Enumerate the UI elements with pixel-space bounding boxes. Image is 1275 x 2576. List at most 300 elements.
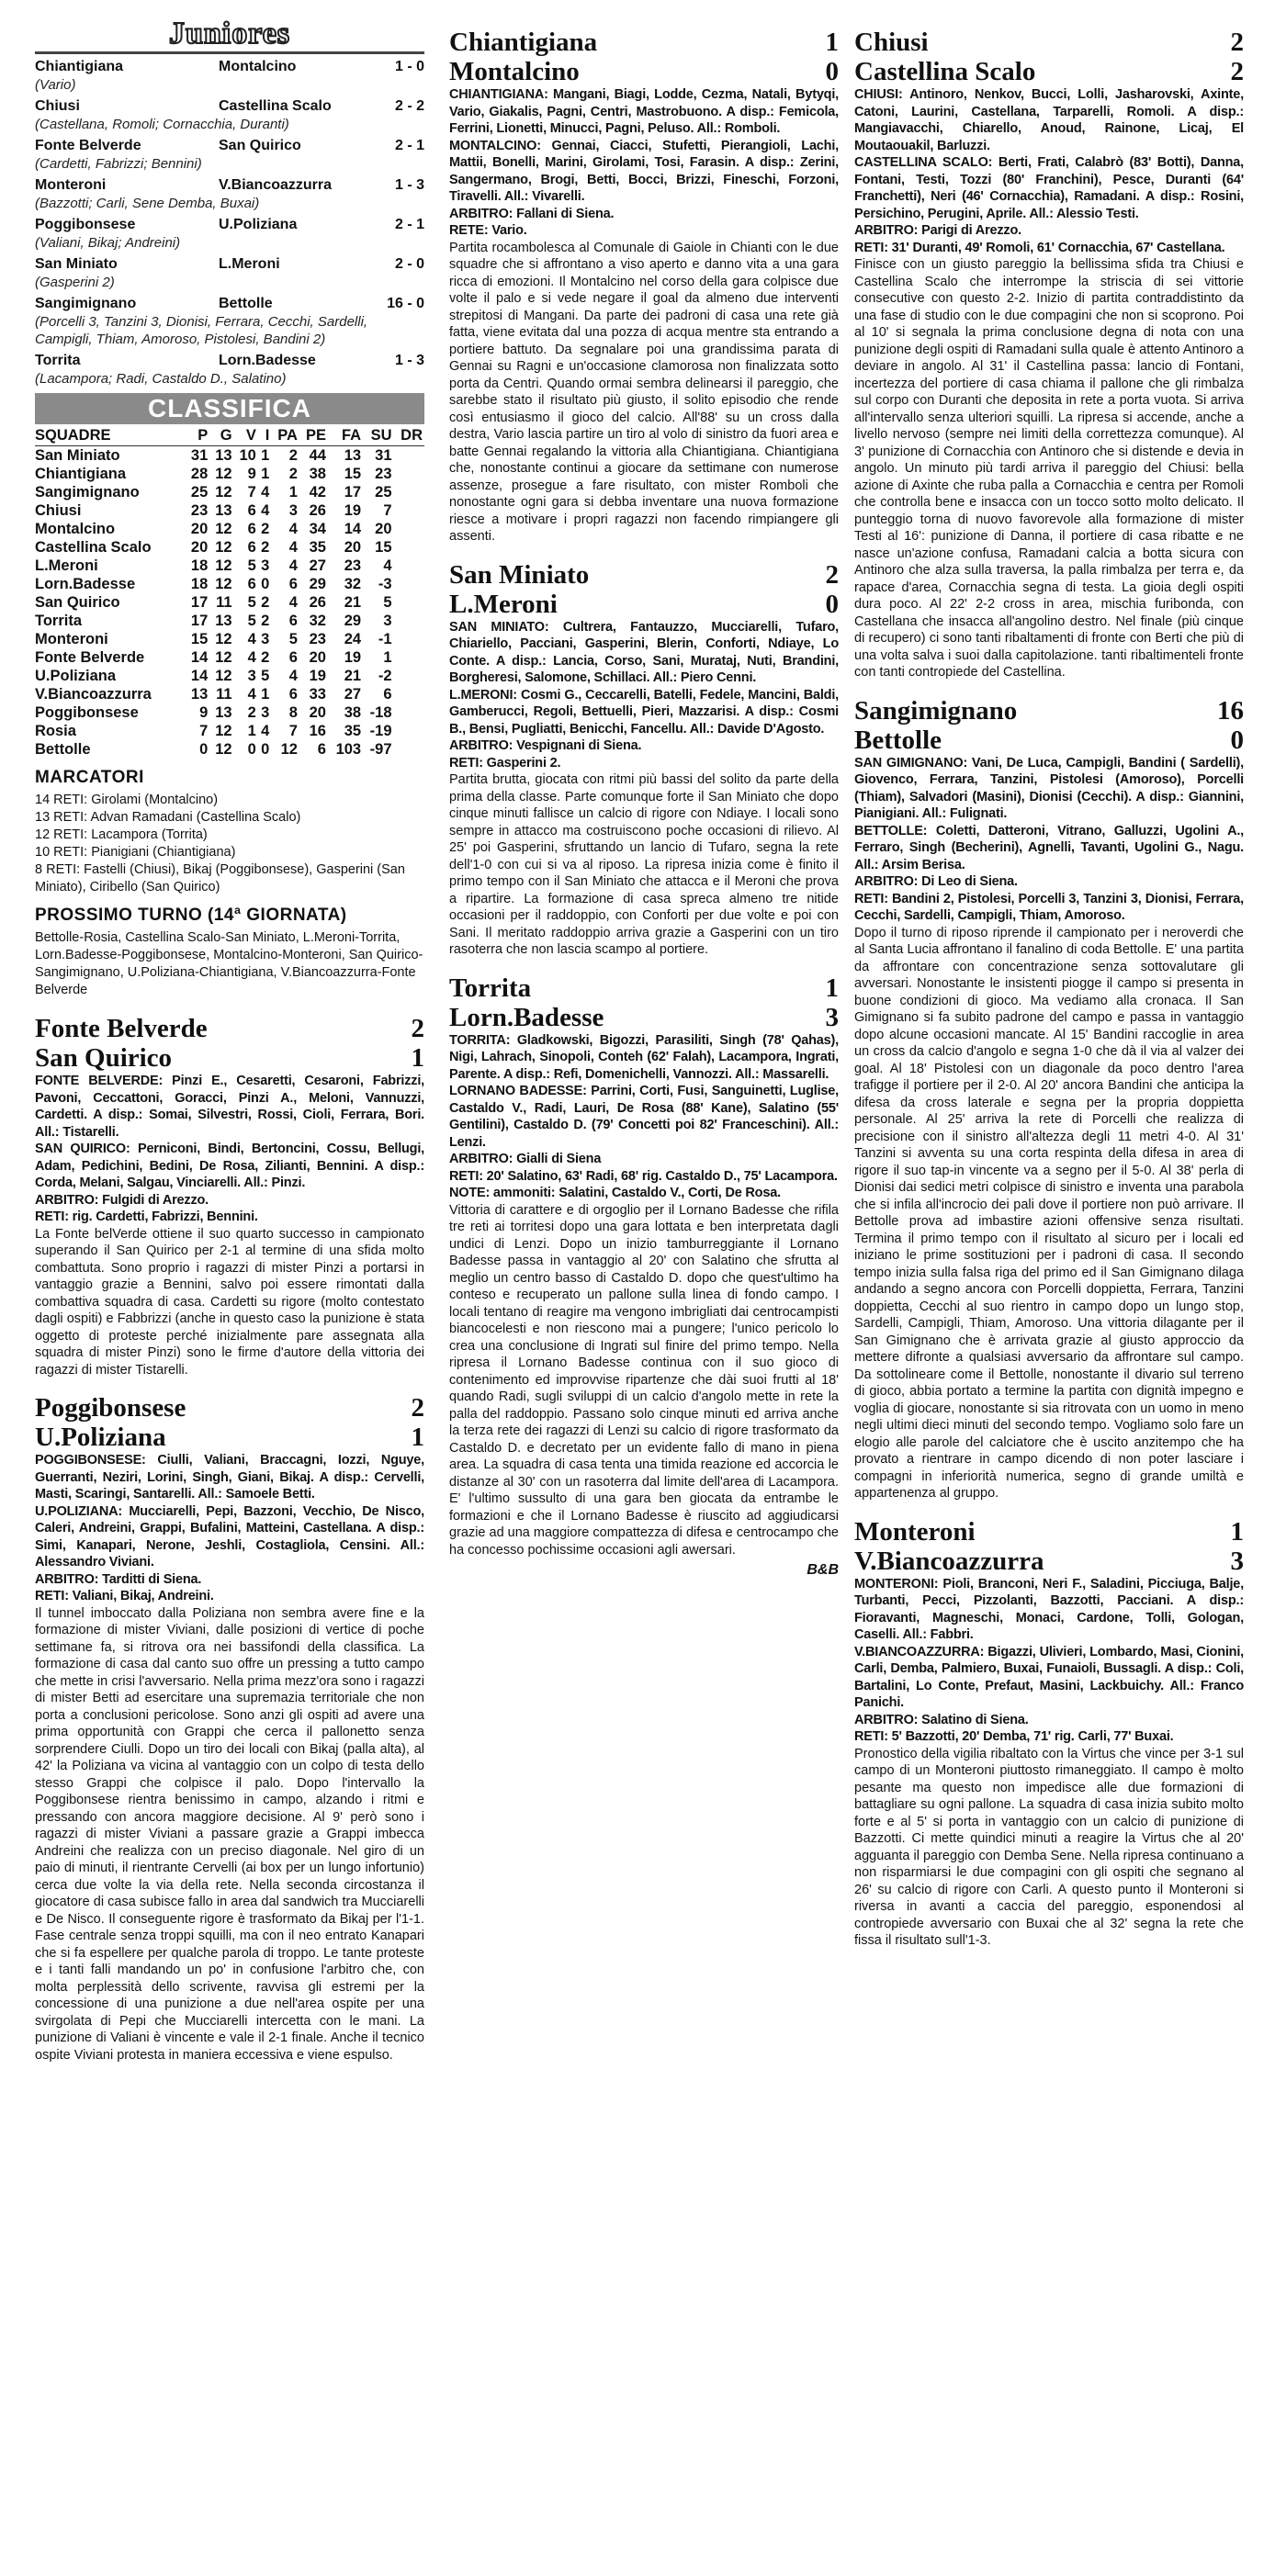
away-team: San Quirico (35, 1043, 173, 1073)
table-row (35, 465, 424, 483)
team-name: Montalcino (35, 521, 116, 537)
home-team: Torrita (449, 973, 532, 1003)
away-team: Montalcino (449, 57, 580, 86)
lineups: CHIANTIGIANA: Mangani, Biagi, Lodde, Cezma, Natali, Bytyqi, Vario, Giakalis, Pagni, Centri, Mastrobuono. A disp.: Femicola, Ferrini, Lionetti, Minucci, Pagni, Peluso. All.: Romboli. MONTALCINO: Gennai, Ciacci, Stufetti, Pierangioli, Lachi, Mattii, Bonelli, Marini, Girolami, Tosi, Farasin. A disp.: Zerini, Sangermano, Brogi, Betti, Bocci, Brizzi, Fineschi, Forzoni, Tiravelli. All.: Vivarelli. ARBITRO: Fallani di Siena. RETE: Vario. (449, 87, 839, 238)
table-cell: 3 (247, 668, 256, 684)
table-cell: 32 (344, 576, 362, 592)
scorer-line: 10 RETI: Pianigiani (Chiantigiana) (35, 845, 236, 860)
table-cell: 12 (215, 631, 232, 647)
match-home-header (35, 1393, 424, 1423)
standings-header: FA (328, 426, 363, 446)
table-cell: -2 (378, 668, 392, 684)
table-cell: 6 (383, 686, 392, 703)
result-row (35, 176, 424, 195)
table-cell: 3 (261, 631, 270, 647)
table-cell: 8 (288, 704, 298, 721)
team-name: Fonte Belverde (35, 649, 145, 666)
match-home-header (35, 1014, 424, 1043)
table-cell: 32 (309, 613, 326, 629)
table-cell: 4 (288, 668, 298, 684)
scorer-line: 13 RETI: Advan Ramadani (Castellina Scalo) (35, 810, 301, 825)
match-text: Pronostico della vigilia ribaltato con la Virtus che vince per 3-1 sul campo di un Monteroni piuttosto rimaneggiato. Il campo è molto pesante ma questo non impedisce alle due formazioni di battagliare su ogni pallone. La squadra di casa inizia subito molto forte e al 5' si porta in vantaggio con un calcio di punizione di Bazzotti. Ci mette quindici minuti a reagire la Virtus che al 20' agguanta il pareggio con Demba Sene. Nella ripresa continuano a non risparmiarsi le due compagini con gli ospiti che segnano al 26' su calcio di rigore con Carli. A questo punto il Monteroni si riversa in avanti a caccia del pareggio, esponendosi al contropiede avversario con Buxai che al 32' segna la rete che fissa il risultato sull'1-3. (854, 1746, 1245, 1948)
table-cell: 33 (309, 686, 326, 703)
table-cell: 6 (288, 686, 298, 703)
away-score: 0 (825, 57, 839, 86)
match-home-header (449, 973, 839, 1003)
table-row (35, 501, 424, 520)
table-cell: 27 (309, 557, 326, 574)
match-home-header (449, 28, 839, 57)
table-cell: 14 (190, 649, 209, 666)
table-cell: 31 (190, 447, 209, 464)
away-team: V.Biancoazzurra (219, 177, 333, 193)
result-row (35, 352, 424, 370)
table-cell: 12 (215, 576, 232, 592)
match-text: Partita rocambolesca al Comunale di Gaiole in Chianti con le due squadre che si affrontano a viso aperto e danno vita a una gara ricca di emozioni. Il Montalcino nel corso della gara colpisce due volte il palo e si vede negare il goal da almeno due interventi strepitosi di Mangani. Da parte dei padroni di casa una rete già fatta, viene evitata dal una pozza di acqua mentre sta entrando a portiere battuto. Da segnalare poi una grandissima parata di Gennai su Ragni e un'occasione clamorosa non finalizzata sotto porta da Centri. Quando ormai sembra delinearsi il pareggio, che sarebbe stato il risultato più giusto, il solito episodio che rende così entusiasmo il gioco del calcio. All'88' su un cross dalla destra, Vario lascia partire un tiro al volo di sinistro da fuori area e batte Gennai regalando la vittoria alla Chiantigiana. Chiantigiana che, nonostante continui a giocare da settimane con numerose assenze, prosegue a fare risultato, con mister Romboli che nonostante ogni gara si debba inventare una nuova formazione riesce a motivare i propri ragazzi non facendo rimpiangere gli assenti. (449, 240, 839, 544)
table-cell: 12 (215, 723, 232, 739)
home-score: 1 (1230, 1516, 1244, 1547)
scorers-list (35, 792, 424, 896)
table-row (35, 538, 424, 557)
lineups: POGGIBONSESE: Ciulli, Valiani, Braccagni, Iozzi, Nguye, Guerranti, Neziri, Lorini, Singh, Giani, Bikaj. A disp.: Cervelli, Masti, Scaringi, Santarelli. All.: Samoele Betti. U.POLIZIANA: Mucciarelli, Pepi, Bazzoni, Vecchio, De Nisco, Caleri, Andreini, Grappi, Bufalini, Matteini, Castellana. A disp.: Simi, Kanapari, Nerone, Jeshli, Costagliola, Censini. All.: Alessandro Viviani. ARBITRO: Tarditti di Siena. RETI: Valiani, Bikaj, Andreini. (35, 1453, 424, 1603)
table-cell: 11 (216, 686, 232, 703)
home-team: Sangimignano (854, 695, 1018, 726)
table-cell: 5 (261, 668, 270, 684)
table-cell: 0 (261, 741, 270, 758)
match-report (449, 973, 839, 1580)
home-team: Chiusi (854, 28, 929, 57)
table-cell: 2 (261, 649, 270, 666)
home-team: Fonte Belverde (35, 138, 141, 153)
team-name: Bettolle (35, 741, 91, 758)
match-home-header (854, 1517, 1244, 1547)
table-cell: 31 (375, 447, 392, 464)
home-team: Monteroni (854, 1516, 976, 1547)
home-team: Monteroni (35, 177, 107, 193)
table-row (35, 722, 424, 740)
team-name: Chiantigiana (35, 466, 127, 482)
table-cell: 20 (344, 539, 362, 556)
scorers-line: (Porcelli 3, Tanzini 3, Dionisi, Ferrara, Cecchi, Sardelli, Campigli, Thiam, Amoroso, Pistolesi, Bandini 2) (35, 314, 368, 347)
table-cell: 13 (190, 686, 209, 703)
table-cell: 42 (309, 484, 326, 501)
match-report (35, 1014, 424, 1378)
section-title: Juniores (168, 17, 291, 51)
column-right (854, 0, 1244, 1950)
match-away-header (854, 57, 1244, 86)
table-cell: 12 (215, 557, 232, 574)
lineups: SAN MINIATO: Cultrera, Fantauzzo, Mucciarelli, Tufaro, Chiariello, Pacciani, Gasperini, Blerin, Conforti, Ndiaye, Lo Conte. A disp.: Lancia, Corso, Sani, Murataj, Nuti, Brandini, Borgheresi, Salomone, Schillaci. All.: Piero Cenni. L.MERONI: Cosmi G., Ceccarelli, Batelli, Fedele, Mancini, Baldi, Gamberucci, Regoli, Bettuelli, Pieri, Mazzarisi. A disp.: Cosmi B., Bensi, Pugliatti, Benicchi, Fancellu. All.: Davide D'Agosto. ARBITRO: Vespignani di Siena. RETI: Gasperini 2. (449, 619, 839, 771)
table-cell: 9 (247, 466, 256, 482)
standings-header: G (209, 426, 233, 446)
table-cell: 4 (261, 502, 270, 519)
match-text: Finisce con un giusto pareggio la bellissima sfida tra Chiusi e Castellina Scalo che interrompe la striscia di sei vittorie consecutive con questo 2-2. Inizio di partita contraddistinto da una fase di studio con le due compagini che non si scoprono. Poi al 10' si segnala la prima conclusione degna di nota con una punizione degli ospiti di Ramadani sulla quale è attento Antinoro a deviare in angolo. Al 31' il Castellina passa: lancio di Fontani, incertezza del portiere di casa chiama il pallone che gli rimbalza sul corpo con Duranti che deposita in rete a porta vuota. Si arriva all'intervallo senza ulteriori squilli. La ripresa si accende, anche a livello nervoso (sempre nei limiti della correttezza comunque). Al 3' punizione di Cornacchia con Antinoro che si distende e devia in angolo. Un minuto più tardi arriva il pareggio del Chiusi: bella azione di Axinte che ruba palla a Cornacchia e centra per Romoli che controlla bene e insacca con un tocco sotto molto delicato. Il punteggio torna di nuovo favorevole alla formazione di mister Testi al 16': punizione di Danna, il portiere di casa ribatte e ne nasce un'azione confusa, Ramadani calcia a botta sicura con Antinoro che alza sulla traversa, la palla rimbalza per terra e, da rapace d'area, Cornacchia segna di testa. La gioia degli ospiti dura poco. Al 22' 2-2 cross in area, mischia furibonda, con Castellana che insacca all'angolino destro. Nel finale (più cinque di recupero) ci sono tanti ribaltamenti di fronte con Berti che più di una volta salva i suoi dalla capitolazione. tanti ribaltimenteli fronte con tanti contropiede del Castellina. (854, 257, 1244, 680)
table-cell: 5 (288, 631, 298, 647)
table-cell: 6 (317, 741, 326, 758)
table-cell: 4 (247, 631, 256, 647)
match-home-header (854, 696, 1244, 726)
table-cell: 4 (261, 723, 270, 739)
home-team: Poggibonsese (35, 217, 136, 232)
lineups: TORRITA: Gladkowski, Bigozzi, Parasiliti, Singh (78' Qahas), Nigi, Lahrach, Sinopoli, Conteh (62' Falah), Lacampora, Ingrati, Parente. A disp.: Refi, Domenichelli, Vannozzi. All.: Massarelli. LORNANO BADESSE: Parrini, Corti, Fusi, Sanguinetti, Luglise, Castaldo V., Radi, Lauri, De Rosa (88' Kane), Salatino (55' Gentilini), Castaldo D. (79' Concetti poi 82' Franceschini). All.: Lenzi. ARBITRO: Gialli di Siena RETI: 20' Salatino, 63' Radi, 68' rig. Castaldo D., 75' Lacampora. NOTE: ammoniti: Salatini, Castaldo V., Corti, De Rosa. (449, 1032, 839, 1200)
home-team: Torrita (35, 353, 81, 368)
scorers-line: (Vario) (35, 77, 76, 93)
result-row (35, 255, 424, 274)
table-cell: 2 (247, 704, 256, 721)
lineups: FONTE BELVERDE: Pinzi E., Cesaretti, Cesaroni, Fabrizzi, Pavoni, Ceccattoni, Goracci, Pinzi A., Meloni, Vannuzzi, Cardetti. A disp.: Somai, Silvestri, Rossi, Cioli, Ferrara, Bori. All.: Tistarelli. SAN QUIRICO: Perniconi, Bindi, Bertoncini, Cossu, Bellugi, Adam, Pedichini, Bedini, De Rosa, Zilianti, Bennini. A disp.: Corda, Melani, Salgau, Vinciarelli. All.: Pinzi. ARBITRO: Fulgidi di Arezzo. RETI: rig. Cardetti, Fabrizzi, Bennini. (35, 1074, 424, 1224)
away-team: Lorn.Badesse (449, 1002, 604, 1032)
table-cell: 18 (190, 557, 209, 574)
juniores-banner (35, 17, 424, 54)
table-cell: 15 (190, 631, 209, 647)
table-cell: 2 (288, 466, 298, 482)
table-cell: 12 (280, 741, 298, 758)
result-item (35, 295, 424, 348)
table-cell: 26 (309, 502, 326, 519)
table-cell: 17 (344, 484, 362, 501)
table-cell: 103 (335, 741, 362, 758)
standings-header: SQUADRE (35, 426, 186, 446)
lineups: SAN GIMIGNANO: Vani, De Luca, Campigli, Bandini ( Sardelli), Giovenco, Ferrara, Tanzini, Pistolesi (Amoroso), Porcelli (Thiam), Salvadori (Masini), Dionisi (Cecchi). A disp.: Giannini, Pianigiani. All.: Fulignati. BETTOLLE: Coletti, Datteroni, Vitrano, Galluzzi, Ugolini A., Ferraro, Singh (Becherini), Agnelli, Tavanti, Ugolini G., Nagu. All.: Arsim Berisa. ARBITRO: Di Leo di Siena. RETI: Bandini 2, Pistolesi, Porcelli 3, Tanzini 3, Dionisi, Ferrara, Cecchi, Sardelli, Campigli, Thiam, Amoroso. (854, 755, 1244, 923)
team-name: Poggibonsese (35, 704, 139, 721)
home-team: Sangimignano (35, 296, 137, 311)
result-item (35, 216, 424, 252)
table-cell: 4 (288, 594, 298, 611)
lineups: MONTERONI: Pioli, Branconi, Neri F., Saladini, Picciuga, Balje, Turbanti, Pecci, Pizzolanti, Bazzotti, Pacciani. A disp.: Fioravanti, Magneschi, Monaci, Cardone, Tolli, Gologan, Caselli. All.: Fabbri. V.BIANCOAZZURRA: Bigazzi, Ulivieri, Lombardo, Masi, Cionini, Carli, Demba, Palmiero, Buxai, Funaioli, Bussagli. A disp.: Coli, Bartalini, Lo Conte, Prefaut, Masini, Lackbuichy. All.: Franco Panichi. ARBITRO: Salatino di Siena. RETI: 5' Bazzotti, 20' Demba, 71' rig. Carli, 77' Buxai. (854, 1576, 1244, 1744)
table-cell: 12 (215, 668, 232, 684)
table-cell: 20 (375, 521, 392, 537)
table-cell: 7 (247, 484, 256, 501)
table-cell: 19 (309, 668, 326, 684)
score: 2 - 2 (394, 98, 424, 114)
table-row (35, 520, 424, 538)
next-round-text: Bettolle-Rosia, Castellina Scalo-San Miniato, L.Meroni-Torrita, Lorn.Badesse-Poggibonsese, Montalcino-Monteroni, San Quirico-Sangimignano, U.Poliziana-Chiantigiana, V.Biancoazzurra-Fonte Belverde (35, 930, 423, 997)
table-cell: 11 (216, 594, 232, 611)
table-cell: 1 (261, 466, 270, 482)
table-cell: 24 (344, 631, 362, 647)
table-cell: 3 (261, 557, 270, 574)
table-cell: 4 (261, 484, 270, 501)
match-away-header (854, 1547, 1244, 1576)
table-cell: 38 (344, 704, 362, 721)
table-cell: 3 (261, 704, 270, 721)
table-cell: -1 (378, 631, 392, 647)
match-text: Dopo il turno di riposo riprende il campionato per i neroverdi che al Santa Lucia affrontano il fanalino di coda Bettolle. E' una partita da affrontare con concentrazione senza sottovalutare gli avversari. Nonostante le insistenti piogge il campo si presenta in buone condizioni di gioco. Ma vediamo alla cronaca. Il San Gimignano si fa subito padrone del campo e passa in vantaggio dopo alcune occasioni mancate. Al 15' Bandini raccoglie in area un cross da calcio d'angolo e segna 1-0 che dà il via al valzer dei goal. Al 18' Pistolesi con un diagonale da poco dentro l'area trafigge il portiere per il 2-0. Al 20' ancora Bandini che anticipa la difesa da cross laterale e segna per la propria doppietta personale. Al 25' arriva la rete di Porcelli che realizza di precisione con il sinistro all'altezza degli 11 metri 4-0. Al 31' Tanzini si avventa su una corta respinta della difesa in area di rigore il suo tap-in vincente va a segno per il 5-0. Al 38' perla di Dionisi dai sedici metri colpisce di sinistro e inventa una parabola che si infila all'incrocio dei pali dove il portiere non può arrivare. Il Bettolle prova ad imbastire azioni offensive senza risultati. Termina il primo tempo con il risultato al sicuro per i locali ed iniziano le prime sostituzioni per i padroni di casa. Il secondo tempo inizia sulla falsa riga del primo ed il San Gimignano dilaga andando a segno ancora con Porcelli doppietta, Ferrara, Tanzini doppietta, Cecchi al suo rientro in campo dopo un lungo stop, Sardelli, Campigli, Thiam, Amoroso. Una vittoria dilagante per il San Gimignano che è arrivata grazie al giusto approccio da mettere difronte a qualsiasi avversario da affrontare sul campo. Da sottolineare come il Bettolle, nonostante il divario sul terreno di gioco, abbia portato a termine la partita con dignità impegno e voglia di giocare, nonostante si sia ritrovata con un uomo in meno negli ultimi dieci minuti del secondo tempo. Vogliamo solo fare un elogio alle parole del calciatore che è uscito anzitempo che ha provato a rientrare in campo dicendo di non poter lasciare i compagni in inferiorità numerica, segno di grande umiltà e appartenenza al gruppo. (854, 925, 1244, 1501)
away-team: Castellina Scalo (854, 57, 1036, 86)
score: 2 - 1 (394, 217, 424, 232)
table-cell: 4 (383, 557, 392, 574)
table-cell: 16 (309, 723, 326, 739)
team-name: San Miniato (35, 447, 120, 464)
match-away-header (449, 590, 839, 619)
table-cell: 20 (309, 649, 326, 666)
table-cell: 2 (288, 447, 298, 464)
scorer-line: 8 RETI: Fastelli (Chiusi), Bikaj (Poggibonsese), Gasperini (San Miniato), Ciribello (San Quirico) (35, 862, 405, 894)
team-name: U.Poliziana (35, 668, 117, 684)
away-team: U.Poliziana (219, 217, 298, 232)
standings-header: V (234, 426, 258, 446)
scorers-line: (Cardetti, Fabrizzi; Bennini) (35, 156, 202, 172)
table-cell: 0 (199, 741, 209, 758)
match-away-header (449, 57, 839, 86)
table-cell: 44 (309, 447, 326, 464)
table-cell: 17 (190, 594, 209, 611)
match-text: La Fonte belVerde ottiene il suo quarto successo in campionato superando il San Quirico per 2-1 al termine di una sfida molto combattuta. Sono proprio i ragazzi di mister Pinzi a portarsi in vantaggio grazie a Bennini, salvo poi essere rimontati dalla combattiva squadra di casa. Cardetti su rigore (molto contestato dagli ospiti) e Fabbrizzi (anche in questo caso la punizione è stata oggetto di proteste perché inizialmente pare assegnata alla squadra di mister Pinzi) sono le firme d'autore della vittoria dei ragazzi di mister Tistarelli. (35, 1226, 424, 1378)
table-cell: 17 (190, 613, 209, 629)
team-name: Sangimignano (35, 484, 140, 501)
signature: B&B (807, 1562, 839, 1578)
away-score: 3 (825, 1002, 839, 1032)
standings-header: P (186, 426, 209, 446)
table-cell: 13 (215, 704, 232, 721)
home-team: Poggibonsese (35, 1393, 186, 1423)
table-cell: 0 (261, 576, 270, 592)
result-item (35, 137, 424, 173)
table-row (35, 446, 424, 466)
result-row (35, 216, 424, 234)
table-cell: 6 (247, 502, 256, 519)
scorer-line: 14 RETI: Girolami (Montalcino) (35, 793, 219, 807)
table-cell: 18 (190, 576, 209, 592)
table-row (35, 630, 424, 648)
table-cell: 23 (190, 502, 209, 519)
table-cell: 2 (261, 613, 270, 629)
away-team: Bettolle (219, 296, 273, 311)
score: 16 - 0 (387, 296, 424, 311)
team-name: Monteroni (35, 631, 108, 647)
table-cell: 12 (215, 539, 232, 556)
match-text: Il tunnel imboccato dalla Poliziana non sembra avere fine e la formazione di mister Viviani, dalle posizioni di vertice di poche settimane fa, si ritrova ora nei bassifondi della classifica. La formazione di casa dal canto suo offre un pressing a tutto campo che mette in crisi l'avversario. Nella prima mezz'ora sono i ragazzi di mister Betti ad esercitare una supremazia territoriale che non porta a conclusioni pericolose. Sono anzi gli ospiti ad avere una prima opportunità con Grappi che cerca il pallonetto senza sorprendere Ciulli. Dopo un tiro dei locali con Bikaj (palla alta), al 42' la Poliziana va vicina al vantaggio con un colpo di testa dello stesso Grappi che colpisce il palo. Dopo l'intervallo la Poggibonsese rientra benissimo in campo, alzando i ritmi e pressando con ancora maggiore decisione. Al 9' però sono i ragazzi di mister Viviani a passare grazie a Grappi imbecca Andreini che realizza con un preciso diagonale. Nel giro di un paio di minuti, il rientrante Cervelli (ai box per un lungo infortunio) cerca due volte la via della rete. Nella seconda circostanza il giocatore di casa subisce fallo in area dal sandwich tra Mucciarelli e De Nisco. Il conseguente rigore è trasformato da Bikaj per l'1-1. Fase centrale senza troppi squilli, ma con il neo entrato Kanapari che si fa espellere per qualche parola di troppo. Le tante proteste e i tanti falli mandando un po' in confusione l'arbitro che, con molta perplessità dello scrivente, ravvisa gli estremi per la concessione di una punizione a due nell'area ospite per una svirgolata di Pepi che Mucciarelli intercetta con le mani. La punizione di Valiani è vincente e vale il 2-1 finale. Anche il tecnico ospite Viviani protesta in maniera eccessiva e viene espulso. (35, 1605, 424, 2063)
score: 1 - 3 (394, 353, 424, 368)
away-score: 1 (411, 1043, 424, 1073)
table-row (35, 575, 424, 593)
match-home-header (449, 560, 839, 590)
table-cell: 23 (375, 466, 392, 482)
table-cell: 14 (344, 521, 362, 537)
team-name: V.Biancoazzurra (35, 686, 152, 703)
away-team: Montalcino (219, 59, 297, 74)
away-score: 3 (1230, 1546, 1244, 1576)
table-cell: 1 (261, 447, 270, 464)
scorers-line: (Valiani, Bikaj; Andreini) (35, 235, 181, 251)
table-cell: 9 (199, 704, 209, 721)
standings-header: DR (394, 426, 424, 446)
table-cell: 2 (261, 594, 270, 611)
match-text: Vittoria di carattere e di orgoglio per il Lornano Badesse che rifila tre reti ai torritesi dopo una gara lottata e ben interpretata dagli undici di Lenzi. Dopo un inizio tamburreggiante il Lornano Badesse passa in vantaggio al 20' con Salatino che sfrutta al meglio un centro basso di Castaldo D. dopo che quest'ultimo ha conteso e recuperato un pallone sulla linea di fondo campo. I locali tentano di reagire ma vengono imbrigliati dai centrocampisti biancocelesti e non riescono mai a pungere; l'unico pericolo lo crea una conclusione di Ingrati sul finire del primo tempo. Nella ripresa il Lornano Badesse continua con il suo gioco di contenimento ed improvvise ripartenze che dài suoi frutti al 18' quando Radi, sugli sviluppi di un calcio d'angolo mette in rete la palla del raddoppio. Passano solo cinque minuti ed arriva anche la terza rete dei ragazzi di Lenzi su calcio di rigore trasformato da Castaldo D. e decretato per un evidente fallo di mano in piena area. La squadra di casa tenta una timida reazione ed accorcia le distanze al 30' con un rasoterra dal limite dell'area di Lacampora. E' l'ultimo sussulto di una gara ben giocata da entrambe le formazioni e che il Lornano Badesse è riuscito ad aggiudicarsi grazie ad una maggiore compattezza di difesa e centrocampo che ha concesso pochissime occasioni agli awersari. (449, 1202, 839, 1558)
result-row (35, 97, 424, 116)
team-name: Rosia (35, 723, 76, 739)
home-score: 2 (825, 559, 839, 590)
team-name: L.Meroni (35, 557, 98, 574)
scorers-line: (Castellana, Romoli; Cornacchia, Duranti) (35, 117, 289, 132)
table-cell: 6 (288, 649, 298, 666)
table-cell: 15 (375, 539, 392, 556)
table-cell: 38 (309, 466, 326, 482)
scorers-line: (Lacampora; Radi, Castaldo D., Salatino) (35, 371, 287, 387)
table-row (35, 593, 424, 612)
table-cell: 2 (261, 539, 270, 556)
table-row (35, 612, 424, 630)
table-cell: 12 (215, 466, 232, 482)
table-cell: 0 (247, 741, 256, 758)
match-away-header (35, 1423, 424, 1452)
home-score: 2 (1230, 28, 1244, 57)
away-score: 1 (411, 1423, 424, 1452)
standings-table (35, 426, 424, 759)
match-away-header (35, 1043, 424, 1073)
table-cell: 15 (344, 466, 362, 482)
table-cell: 34 (309, 521, 326, 537)
table-cell: 12 (215, 649, 232, 666)
table-cell: 6 (247, 521, 256, 537)
table-cell: 19 (344, 502, 362, 519)
match-report (35, 1393, 424, 2064)
team-name: Torrita (35, 613, 83, 629)
table-cell: 20 (190, 521, 209, 537)
table-cell: 25 (375, 484, 392, 501)
table-cell: 25 (190, 484, 209, 501)
table-cell: 29 (309, 576, 326, 592)
table-cell: -18 (369, 704, 392, 721)
away-score: 0 (825, 589, 839, 619)
table-row (35, 685, 424, 703)
table-cell: 7 (383, 502, 392, 519)
result-row (35, 137, 424, 155)
match-report (854, 1517, 1244, 1950)
result-row (35, 58, 424, 76)
home-score: 16 (1217, 695, 1244, 726)
table-row (35, 483, 424, 501)
table-cell: 13 (215, 502, 232, 519)
table-cell: 13 (215, 613, 232, 629)
table-cell: 5 (383, 594, 392, 611)
score: 2 - 0 (394, 256, 424, 272)
table-cell: 7 (199, 723, 209, 739)
table-cell: -97 (369, 741, 392, 758)
table-cell: 4 (288, 539, 298, 556)
table-cell: 19 (344, 649, 362, 666)
score: 1 - 0 (394, 59, 424, 74)
table-cell: 1 (247, 723, 256, 739)
scorers-title: MARCATORI (35, 768, 144, 787)
table-cell: 12 (215, 521, 232, 537)
table-cell: 21 (344, 668, 362, 684)
away-team: Bettolle (854, 725, 942, 755)
table-cell: 6 (288, 576, 298, 592)
table-cell: 28 (190, 466, 209, 482)
table-cell: 6 (288, 613, 298, 629)
match-report (449, 560, 839, 959)
home-score: 1 (825, 973, 839, 1003)
lineups: CHIUSI: Antinoro, Nenkov, Bucci, Lolli, Jasharovski, Axinte, Catoni, Laurini, Castellana, Tarparelli, Romoli. A disp.: Mangiavacchi, Chiarello, Anoud, Rainone, Licaj, El Moutaouakil, Barluzzi. CASTELLINA SCALO: Berti, Frati, Calabrò (83' Botti), Danna, Fontani, Testi, Tozzi (80' Franchini), Pesce, Duranti (64' Franchetti), Neri (46' Cornacchia), Ramadani. A disp.: Rosini, Persichino, Perugini, Aprile. All.: Alessio Testi. ARBITRO: Parigi di Arezzo. RETI: 31' Duranti, 49' Romoli, 61' Cornacchia, 67' Castellana. (854, 87, 1244, 255)
away-team: L.Meroni (219, 256, 280, 272)
table-cell: 3 (383, 613, 392, 629)
table-cell: 6 (247, 576, 256, 592)
table-cell: 20 (309, 704, 326, 721)
table-row (35, 557, 424, 575)
away-score: 2 (1230, 57, 1244, 86)
table-row (35, 667, 424, 685)
table-cell: 1 (288, 484, 298, 501)
table-cell: 2 (261, 521, 270, 537)
table-cell: 23 (309, 631, 326, 647)
away-score: 0 (1230, 725, 1244, 755)
result-row (35, 295, 424, 313)
table-cell: 5 (247, 557, 256, 574)
table-cell: -3 (378, 576, 392, 592)
away-team: San Quirico (219, 138, 301, 153)
table-cell: 13 (215, 447, 232, 464)
column-left (35, 0, 424, 2064)
result-item (35, 176, 424, 212)
result-item (35, 352, 424, 388)
scorer-line: 12 RETI: Lacampora (Torrita) (35, 827, 208, 842)
standings-header: I (258, 426, 271, 446)
table-cell: 7 (288, 723, 298, 739)
match-home-header (854, 28, 1244, 57)
home-team: San Miniato (35, 256, 118, 272)
match-away-header (449, 1003, 839, 1032)
away-team: U.Poliziana (35, 1423, 166, 1452)
table-cell: 23 (344, 557, 362, 574)
match-away-header (854, 726, 1244, 755)
table-cell: 26 (309, 594, 326, 611)
column-middle (449, 0, 839, 1579)
away-team: L.Meroni (449, 589, 558, 619)
results-list (35, 58, 424, 388)
score: 2 - 1 (394, 138, 424, 153)
table-cell: 4 (247, 649, 256, 666)
table-row (35, 703, 424, 722)
home-score: 2 (411, 1393, 424, 1423)
table-cell: 12 (215, 484, 232, 501)
table-cell: 1 (261, 686, 270, 703)
match-report (449, 28, 839, 546)
table-cell: 14 (190, 668, 209, 684)
table-row (35, 648, 424, 667)
away-team: Lorn.Badesse (219, 353, 316, 368)
standings-header: SU (363, 426, 393, 446)
home-score: 1 (825, 28, 839, 57)
team-name: Chiusi (35, 502, 82, 519)
match-report (854, 696, 1244, 1502)
standings-header: PA (271, 426, 299, 446)
home-team: Fonte Belverde (35, 1014, 208, 1043)
table-cell: 4 (247, 686, 256, 703)
home-team: Chiusi (35, 98, 80, 114)
standings-header: PE (299, 426, 328, 446)
table-cell: 35 (344, 723, 362, 739)
table-cell: 29 (344, 613, 362, 629)
table-cell: 1 (383, 649, 392, 666)
table-cell: 5 (247, 613, 256, 629)
result-item (35, 97, 424, 133)
match-text: Partita brutta, giocata con ritmi più bassi del solito da parte della prima della classe. Parte comunque forte il San Miniato che dopo cinque minuti fallisce un calcio di rigore con Ndiaye. I locali sono sempre in attacco ma costruiscono poche occasioni di rilievo. Al 25' poi Gasperini, sfruttando un lancio di Tufaro, segna la rete dell'1-0 con cui si va al riposo. La ripresa inizia come è finito il primo tempo con il San Miniato che attacca e il Meroni che prova a ripartire. La formazione di casa spreca almeno tre nitide occasioni per il raddoppio, con Conforti per due volte e poi con Sani. Il meritato raddoppio arriva grazie a Gasperini con un tiro rasoterra che non lascia scampo al portiere. (449, 772, 839, 957)
table-cell: 20 (190, 539, 209, 556)
score: 1 - 3 (394, 177, 424, 193)
result-item (35, 58, 424, 94)
table-cell: 6 (247, 539, 256, 556)
away-team: V.Biancoazzurra (854, 1546, 1044, 1576)
home-team: Chiantigiana (35, 59, 124, 74)
table-cell: 4 (288, 557, 298, 574)
table-cell: 27 (344, 686, 362, 703)
standings-title: CLASSIFICA (35, 393, 424, 424)
away-team: Castellina Scalo (219, 98, 332, 114)
team-name: San Quirico (35, 594, 120, 611)
next-round-title: PROSSIMO TURNO (14ª GIORNATA) (35, 906, 347, 925)
home-score: 2 (411, 1014, 424, 1043)
